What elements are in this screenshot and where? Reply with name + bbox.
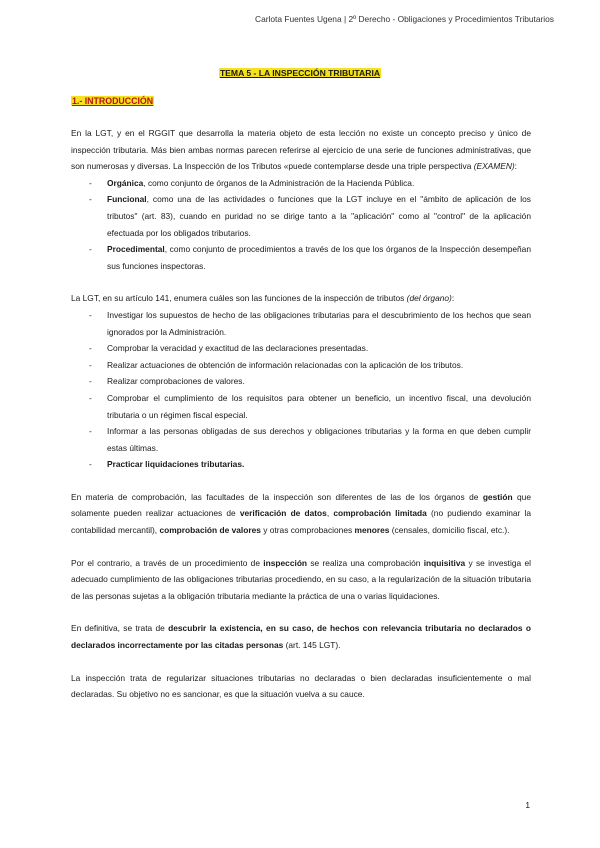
term: Funcional [107,194,147,205]
list-item: - Comprobar la veracidad y exactitud de las declaraciones presentadas. [71,340,531,357]
list-item: - Investigar los supuestos de hecho de las obligaciones tributarias para el descubrimiento de los hechos que sean ignorados por la Administración. [71,307,531,340]
term: Practicar liquidaciones tributarias. [107,459,245,470]
paragraph-functions-intro [71,290,531,307]
text: , como una de las actividades o funciones que la LGT incluye en el "ámbito de aplicación de los tributos" (art. 83), cuando en puridad no se dirige tanto a la "aplicación" como al "control" de la aplicación efectuada por los obligados tributarios. [107,194,531,238]
text: En materia de comprobación, las facultades de la inspección son diferentes de las de los órganos de [71,491,483,502]
text: La LGT, en su artículo 141, enumera cuáles son las funciones de la inspección de tributos [71,293,407,304]
list-item [71,241,531,274]
term: gestión [482,491,513,502]
text: Por el contrario, a través de un procedimiento de [71,557,264,568]
list-item [71,456,531,473]
exam-note: (EXAMEN) [473,161,515,172]
text: (art. 145 LGT). [283,640,341,651]
paragraph-inspeccion [71,555,531,605]
term: Procedimental [107,244,165,255]
term: Orgánica [107,177,144,188]
perspectives-list [71,175,531,275]
paragraph-intro [71,125,531,175]
text: En la LGT, y en el RGGIT que desarrolla la materia objeto de esta lección no existe un concepto preciso y único de inspección tributaria. Más bien ambas normas parecen referirse al ejercicio de una serie de funciones administrativas, que son numerosas y diversas. La Inspección de los Tributos «puede contemplarse desde una triple perspectiva [71,128,531,172]
list-item [71,191,531,241]
list-item: - Realizar actuaciones de obtención de información relacionadas con la aplicación de los tributos. [71,357,531,374]
text: , como conjunto de procedimientos a través de los que los órganos de la Inspección desempeñan sus funciones inspectoras. [107,244,531,271]
term: menores [354,525,390,536]
list-item: - Informar a las personas obligadas de sus derechos y obligaciones tributarias y la forma en que deben cumplir estas últimas. [71,423,531,456]
document-body [71,125,531,719]
text: (no pudiendo examinar la contabilidad mercantil), [71,508,532,536]
organ-note: (del órgano) [406,293,452,304]
text: y se investiga el adecuado cumplimiento de las obligaciones tributarias procediendo, en su caso, a la regularización de la situación tributaria de las personas sujetas a la obligación tributaria mediante la práctica de una o varias liquidaciones. [71,557,531,601]
text: y otras comprobaciones [260,525,355,536]
text: : [451,293,455,304]
term: inspección [263,557,308,568]
term: inquisitiva [423,557,466,568]
paragraph-objetivo: La inspección trata de regularizar situaciones tributarias no declaradas o bien declaradas insuficientemente o mal declaradas. Su objetivo no es sancionar, es que la situación vuelva a su cauce. [71,672,531,700]
text: , como conjunto de órganos de la Administración de la Hacienda Pública. [143,177,415,188]
text: , [326,508,334,519]
paragraph-definitiva [71,620,531,653]
page-header: Carlota Fuentes Ugena | 2º Derecho - Obligaciones y Procedimientos Tributarios [255,14,554,24]
text: (censales, domicilio fiscal, etc.). [389,525,510,536]
list-item [71,175,531,192]
text: que solamente pueden realizar actuaciones de [71,491,531,519]
term: comprobación limitada [333,508,427,519]
text: : [514,161,517,172]
list-item: - Realizar comprobaciones de valores. [71,373,531,390]
text: En definitiva, se trata de [71,623,169,634]
text: se realiza una comprobación [307,557,424,568]
term: comprobación de valores [159,525,261,536]
section-heading [71,96,154,106]
term: verificación de datos [239,508,327,519]
term: descubrir la existencia, en su caso, de hechos con relevancia tributaria no declarados o declarados incorrectamente por las citadas personas [71,623,531,651]
document-title [0,68,600,78]
page-number: 1 [525,800,530,810]
paragraph-comprobacion [71,489,531,539]
functions-list [71,307,531,473]
title-text: TEMA 5 - LA INSPECCIÓN TRIBUTARIA [219,68,381,78]
list-item: - Comprobar el cumplimiento de los requisitos para obtener un beneficio, un incentivo fiscal, una devolución tributaria o un régimen fiscal especial. [71,390,531,423]
section-heading-text: 1.- INTRODUCCIÓN [72,96,154,106]
